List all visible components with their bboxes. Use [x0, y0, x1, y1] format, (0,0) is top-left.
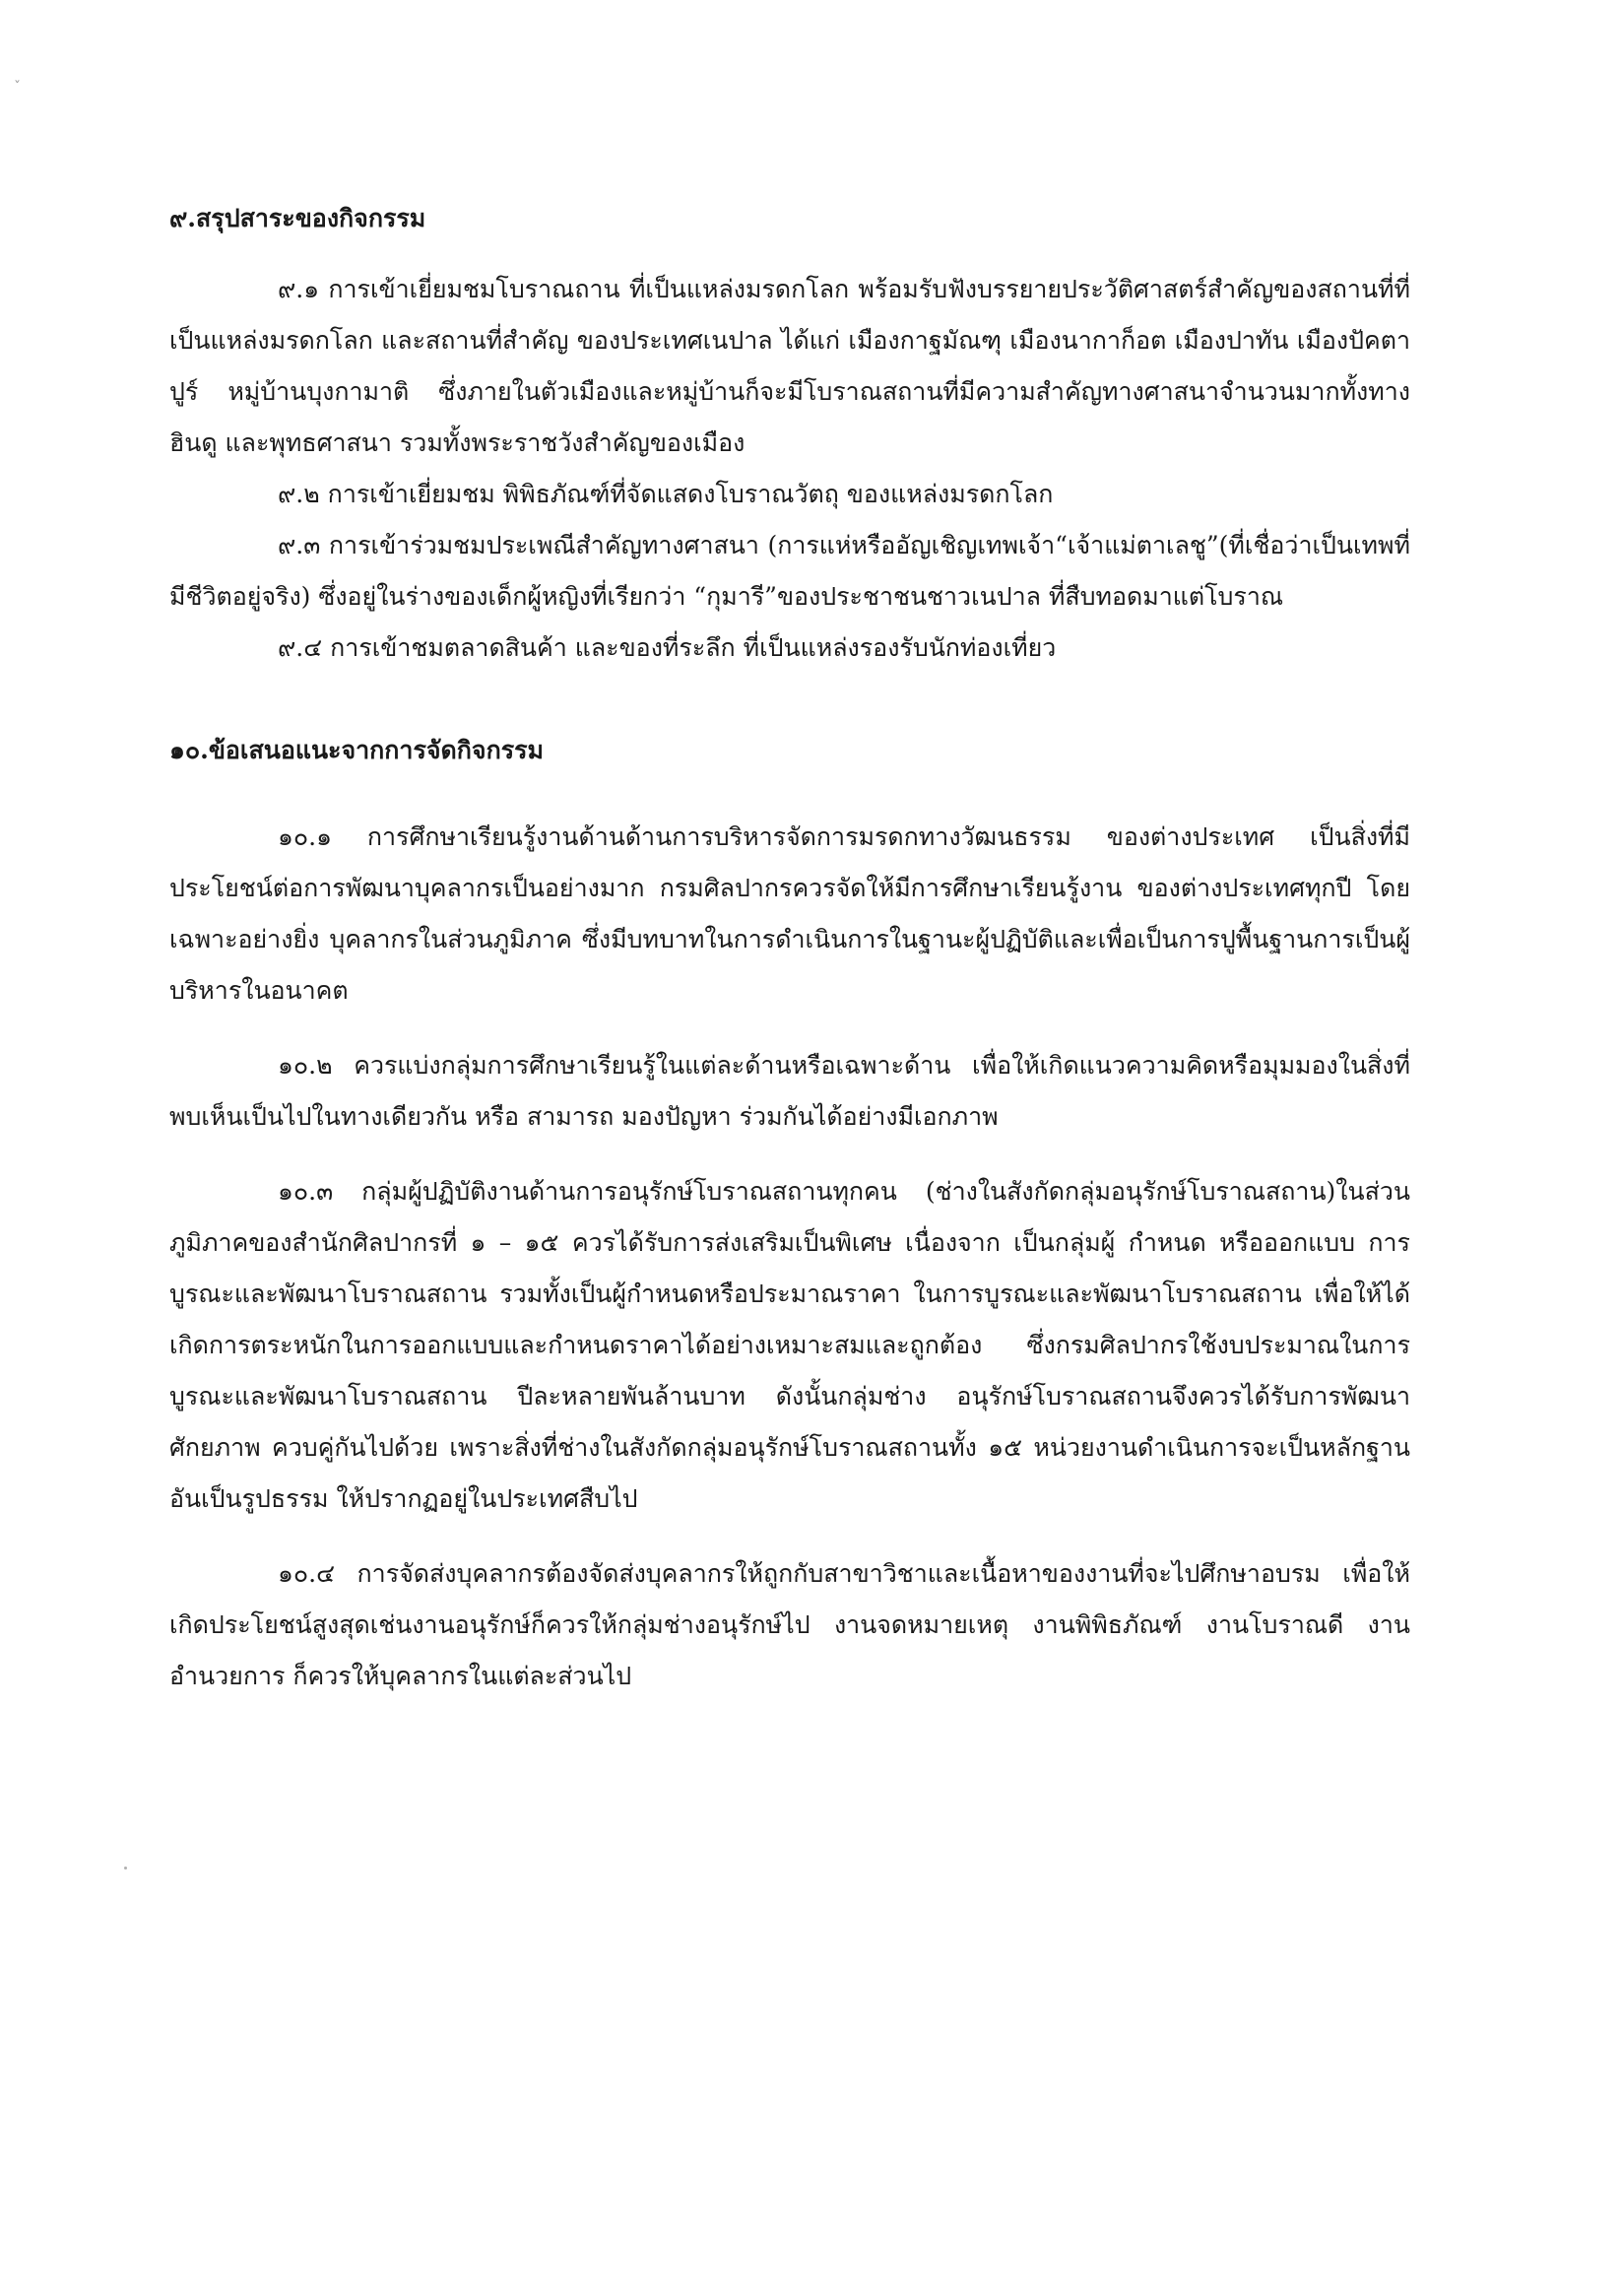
document-body: [169, 193, 1410, 1702]
section-9: [169, 193, 1410, 674]
section-9-item-4: ๙.๔ การเข้าชมตลาดสินค้า และของที่ระลึก ที่เป็นแหล่งรองรับนักท่องเที่ยว: [278, 633, 1057, 662]
section-10-item-3: ๑๐.๓ กลุ่มผู้ปฏิบัติงานด้านการอนุรักษ์โบราณสถานทุกคน (ช่างในสังกัดกลุ่มอนุรักษ์โบราณสถาน)ในส่วนภูมิภาคของสำนักศิลปากรที่ ๑ – ๑๕ ควรได้รับการส่งเสริมเป็นพิเศษ เนื่องจาก เป็นกลุ่มผู้ กำหนด หรือออกแบบ การบูรณะและพัฒนาโบราณสถาน รวมทั้งเป็นผู้กำหนดหรือประมาณราคา ในการบูรณะและพัฒนาโบราณสถาน เพื่อให้ได้เกิดการตระหนักในการออกแบบและกำหนดราคาได้อย่างเหมาะสมและถูกต้อง ซึ่งกรมศิลปากรใช้งบประมาณในการบูรณะและพัฒนาโบราณสถาน ปีละหลายพันล้านบาท ดังนั้นกลุ่มช่าง อนุรักษ์โบราณสถานจึงควรได้รับการพัฒนาศักยภาพ ควบคู่กันไปด้วย เพราะสิ่งที่ช่างในสังกัดกลุ่มอนุรักษ์โบราณสถานทั้ง ๑๕ หน่วยงานดำเนินการจะเป็นหลักฐานอันเป็นรูปธรรม ให้ปรากฏอยู่ในประเทศสืบไป: [169, 1177, 1410, 1513]
section-10-heading: ๑๐.ข้อเสนอแนะจากการจัดกิจกรรม: [169, 736, 545, 764]
section-10-item-1: ๑๐.๑ การศึกษาเรียนรู้งานด้านด้านการบริหารจัดการมรดกทางวัฒนธรรม ของต่างประเทศ เป็นสิ่งที่มีประโยชน์ต่อการพัฒนาบุคลากรเป็นอย่างมาก กรมศิลปากรควรจัดให้มีการศึกษาเรียนรู้งาน ของต่างประเทศทุกปี โดยเฉพาะอย่างยิ่ง บุคลากรในส่วนภูมิภาค ซึ่งมีบทบาทในการดำเนินการในฐานะผู้ปฏิบัติและเพื่อเป็นการปูพื้นฐานการเป็นผู้บริหารในอนาคต: [169, 822, 1410, 1005]
section-9-item-2: ๙.๒ การเข้าเยี่ยมชม พิพิธภัณฑ์ที่จัดแสดงโบราณวัตถุ ของแหล่งมรดกโลก: [278, 480, 1054, 508]
section-10: [169, 725, 1410, 1702]
section-9-heading: ๙.สรุปสาระของกิจกรรม: [169, 204, 426, 232]
scan-mark: ˇ: [14, 80, 21, 96]
section-9-item-1: ๙.๑ การเข้าเยี่ยมชมโบราณถาน ที่เป็นแหล่งมรดกโลก พร้อมรับฟังบรรยายประวัติศาสตร์สำคัญของสถานที่ที่เป็นแหล่งมรดกโลก และสถานที่สำคัญ ของประเทศเนปาล ได้แก่ เมืองกาฐมัณฑุ เมืองนากาก็อต เมืองปาทัน เมืองปัคตาปูร์ หมู่บ้านบุงกามาติ ซึ่งภายในตัวเมืองและหมู่บ้านก็จะมีโบราณสถานที่มีความสำคัญทางศาสนาจำนวนมากทั้งทางฮินดู และพุทธศาสนา รวมทั้งพระราชวังสำคัญของเมือง: [169, 275, 1410, 457]
section-10-item-2: ๑๐.๒ ควรแบ่งกลุ่มการศึกษาเรียนรู้ในแต่ละด้านหรือเฉพาะด้าน เพื่อให้เกิดแนวความคิดหรือมุมมองในสิ่งที่พบเห็นเป็นไปในทางเดียวกัน หรือ สามารถ มองปัญหา ร่วมกันได้อย่างมีเอกภาพ: [169, 1051, 1410, 1131]
section-10-item-4: ๑๐.๔ การจัดส่งบุคลากรต้องจัดส่งบุคลากรให้ถูกกับสาขาวิชาและเนื้อหาของงานที่จะไปศึกษาอบรม เพื่อให้เกิดประโยชน์สูงสุดเช่นงานอนุรักษ์ก็ควรให้กลุ่มช่างอนุรักษ์ไป งานจดหมายเหตุ งานพิพิธภัณฑ์ งานโบราณดี งานอำนวยการ ก็ควรให้บุคลากรในแต่ละส่วนไป: [169, 1559, 1410, 1690]
section-9-item-3: ๙.๓ การเข้าร่วมชมประเพณีสำคัญทางศาสนา (การแห่หรืออัญเชิญเทพเจ้า“เจ้าแม่ตาเลชู”(ที่เชื่อว่าเป็นเทพที่มีชีวิตอยู่จริง) ซึ่งอยู่ในร่างของเด็กผู้หญิงที่เรียกว่า “กุมารี”ของประชาชนชาวเนปาล ที่สืบทอดมาแต่โบราณ: [169, 531, 1410, 611]
scan-speck: [124, 1867, 127, 1870]
